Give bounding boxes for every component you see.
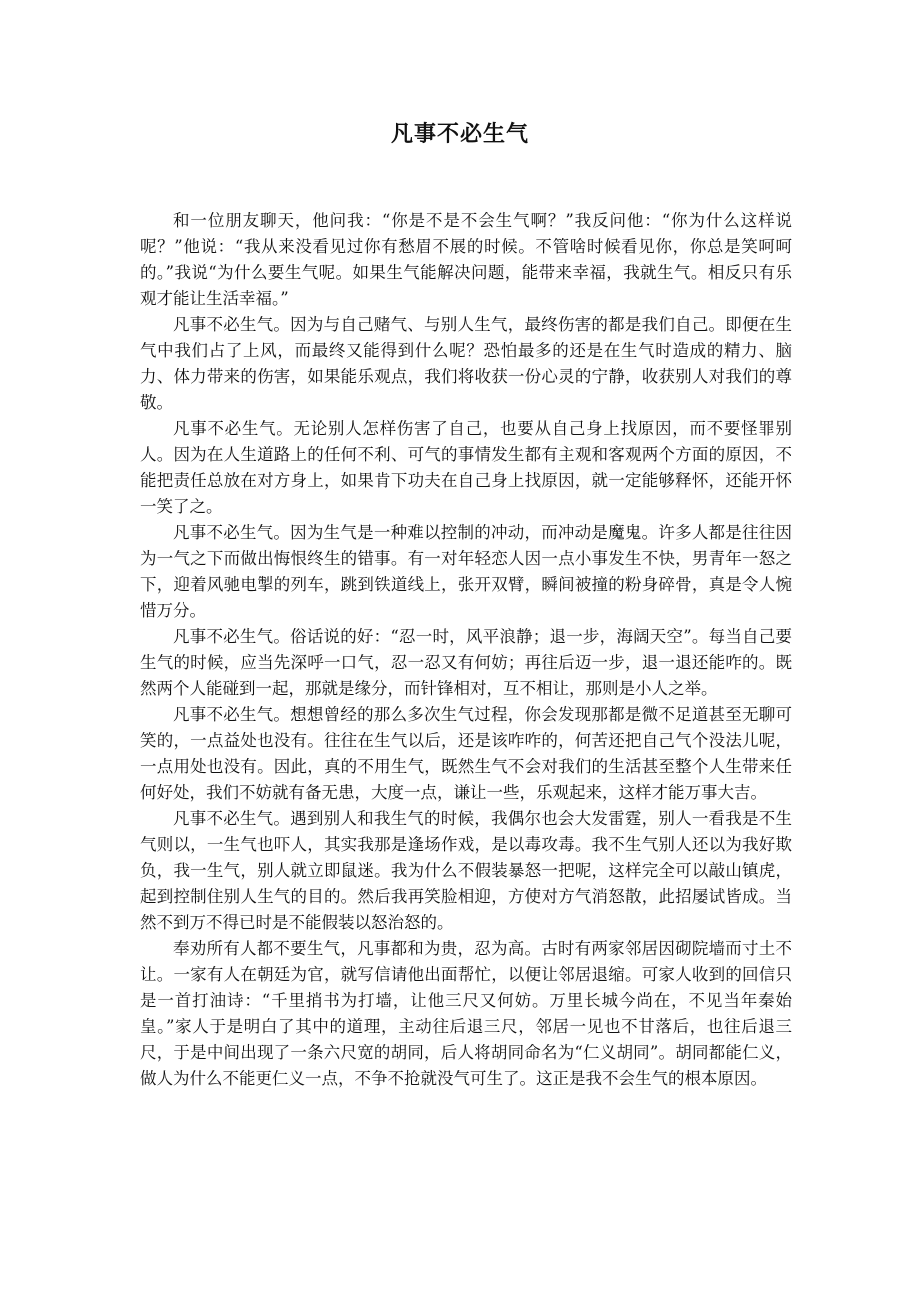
paragraph-7: 凡事不必生气。遇到别人和我生气的时候，我偶尔也会大发雷霆，别人一看我是不生气则以，一生气也吓人，其实我那是逢场作戏，是以毒攻毒。我不生气别人还以为我好欺负，我一生气，别人就立即鼠迷。我为什么不假装暴怒一把呢，这样完全可以敲山镇虎，起到控制住别人生气的目的。然后我再笑脸相迎，方使对方气消怒散，此招屡试皆成。当然不到万不得已时是不能假装以怒治怒的。: [140, 809, 792, 932]
paragraph-2: 凡事不必生气。因为与自己赌气、与别人生气，最终伤害的都是我们自己。即便在生气中我们占了上风，而最终又能得到什么呢？恐怕最多的还是在生气时造成的精力、脑力、体力带来的伤害，如果能乐观点，我们将收获一份心灵的宁静，收获别人对我们的尊敬。: [140, 315, 792, 412]
paragraph-5: 凡事不必生气。俗话说的好：“忍一时，风平浪静；退一步，海阔天空”。每当自己要生气的时候，应当先深呼一口气，忍一忍又有何妨；再往后迈一步，退一退还能咋的。既然两个人能碰到一起，那就是缘分，而针锋相对，互不相让，那则是小人之举。: [140, 627, 792, 698]
paragraph-8: 奉劝所有人都不要生气，凡事都和为贵，忍为高。古时有两家邻居因砌院墙而寸土不让。一家有人在朝廷为官，就写信请他出面帮忙，以便让邻居退缩。可家人收到的回信只是一首打油诗：“千里捎书为打墙，让他三尺又何妨。万里长城今尚在，不见当年秦始皇。”家人于是明白了其中的道理，主动往后退三尺，邻居一见也不甘落后，也往后退三尺，于是中间出现了一条六尺宽的胡同，后人将胡同命名为“仁义胡同”。胡同都能仁义，做人为什么不能更仁义一点，不争不抢就没气可生了。这正是我不会生气的根本原因。: [140, 939, 792, 1088]
paragraph-4: 凡事不必生气。因为生气是一种难以控制的冲动，而冲动是魔鬼。许多人都是往往因为一气之下而做出悔恨终生的错事。有一对年轻恋人因一点小事发生不快，男青年一怒之下，迎着风驰电掣的列车，跳到铁道线上，张开双臂，瞬间被撞的粉身碎骨，真是令人惋惜万分。: [140, 523, 792, 620]
document-body: [140, 208, 792, 1092]
document-title: 凡事不必生气: [390, 122, 529, 147]
paragraph-6: 凡事不必生气。想想曾经的那么多次生气过程，你会发现那都是微不足道甚至无聊可笑的，一点益处也没有。往往在生气以后，还是该咋咋的，何苦还把自己气个没法儿呢，一点用处也没有。因此，真的不用生气，既然生气不会对我们的生活甚至整个人生带来任何好处，我们不妨就有备无患，大度一点，谦让一些，乐观起来，这样才能万事大吉。: [140, 705, 792, 802]
paragraph-3: 凡事不必生气。无论别人怎样伤害了自己，也要从自己身上找原因，而不要怪罪别人。因为在人生道路上的任何不利、可气的事情发生都有主观和客观两个方面的原因，不能把责任总放在对方身上，如果肯下功夫在自己身上找原因，就一定能够释怀，还能开怀一笑了之。: [140, 419, 792, 516]
paragraph-1: 和一位朋友聊天，他问我：“你是不是不会生气啊？”我反问他：“你为什么这样说呢？”他说：“我从来没看见过你有愁眉不展的时候。不管啥时候看见你，你总是笑呵呵的。”我说“为什么要生气呢。如果生气能解决问题，能带来幸福，我就生气。相反只有乐观才能让生活幸福。”: [140, 211, 792, 308]
